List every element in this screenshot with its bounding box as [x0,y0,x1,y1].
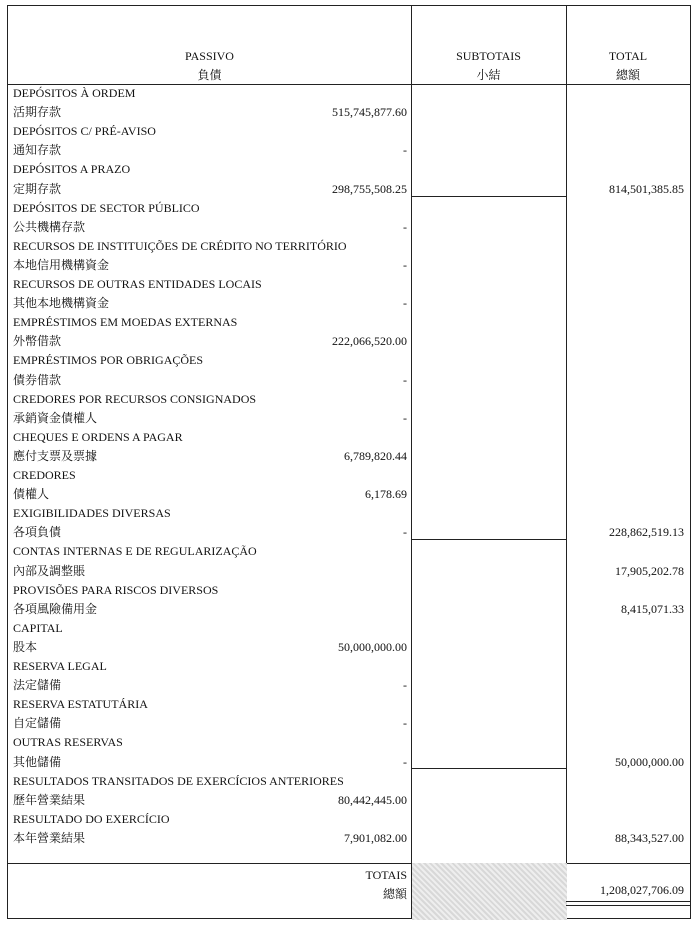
header-total-zh: 總額 [615,68,640,82]
header-passivo-pt: PASSIVO [185,49,234,63]
row-label-pt: RESULTADOS TRANSITADOS DE EXERCÍCIOS ANTERIORES [13,773,344,788]
row-label-zh: 應付支票及票據 [13,448,98,463]
row-label-zh: 本年營業結果 [13,830,86,845]
row-subtotal: - [403,754,407,769]
row-label-zh: 法定儲備 [13,678,62,693]
row-subtotal: - [403,143,407,158]
row-label-zh: 內部及調整賬 [13,563,86,578]
row-label-zh: 本地信用機構資金 [13,257,110,272]
row-label-pt: CAPITAL [13,620,63,635]
row-subtotal: 6,789,820.44 [344,448,407,463]
row-total: 17,905,202.78 [615,563,684,578]
row-label-pt: EMPRÉSTIMOS POR OBRIGAÇÕES [13,353,204,368]
double-underline [566,905,690,906]
row-label-pt: DEPÓSITOS DE SECTOR PÚBLICO [13,200,200,215]
column-divider-1 [411,6,412,918]
row-label-pt: PROVISÕES PARA RISCOS DIVERSOS [13,582,219,597]
row-label-zh: 各項負債 [13,525,62,540]
row-label-pt: CONTAS INTERNAS E DE REGULARIZAÇÃO [13,544,257,559]
row-subtotal: - [403,372,407,387]
row-label-zh: 債券借款 [13,372,62,387]
row-subtotal: 50,000,000.00 [338,639,407,654]
row-total: 50,000,000.00 [615,754,684,769]
row-total: 88,343,527.00 [615,830,684,845]
row-label-zh: 歷年營業結果 [13,792,86,807]
row-label-zh: 活期存款 [13,105,62,120]
row-label-zh: 外幣借款 [13,334,62,349]
subtotal-underline [411,196,566,197]
grand-total-value: 1,208,027,706.09 [600,883,684,897]
row-subtotal: - [403,716,407,731]
row-total: 228,862,519.13 [609,525,684,540]
row-subtotal: 6,178.69 [365,487,407,502]
row-label-pt: RECURSOS DE INSTITUIÇÕES DE CRÉDITO NO TERRITÓRIO [13,238,347,253]
shaded-cell [412,863,567,920]
subtotal-underline [411,768,566,769]
row-label-pt: OUTRAS RESERVAS [13,735,123,750]
row-subtotal: 222,066,520.00 [332,334,407,349]
row-label-zh: 公共機構存款 [13,219,86,234]
row-subtotal: 7,901,082.00 [344,830,407,845]
row-subtotal: - [403,296,407,311]
header-total-pt: TOTAL [608,49,648,63]
totals-divider [8,863,690,864]
header-subtotais-pt: SUBTOTAIS [456,49,521,63]
liabilities-table [7,5,691,919]
row-label-pt: EMPRÉSTIMOS EM MOEDAS EXTERNAS [13,315,238,330]
row-label-pt: RESULTADO DO EXERCÍCIO [13,811,170,826]
row-label-zh: 承銷資金債權人 [13,410,98,425]
row-subtotal: - [403,257,407,272]
header-total [566,47,690,85]
row-subtotal: - [403,678,407,693]
header-subtotais [411,47,566,85]
row-label-pt: CHEQUES E ORDENS A PAGAR [13,429,183,444]
row-label-zh: 其他本地機構資金 [13,296,110,311]
row-total: 8,415,071.33 [621,601,684,616]
row-label-pt: DEPÓSITOS A PRAZO [13,162,131,177]
row-label-pt: DEPÓSITOS À ORDEM [13,86,136,100]
subtotal-underline [411,539,566,540]
row-label-zh: 定期存款 [13,181,62,196]
totals-label-zh: 總額 [382,887,407,901]
row-label-pt: EXIGIBILIDADES DIVERSAS [13,506,171,521]
row-label-zh: 通知存款 [13,143,62,158]
row-subtotal: 298,755,508.25 [332,181,407,196]
row-subtotal: 515,745,877.60 [332,105,407,120]
row-label-pt: CREDORES [13,468,76,482]
row-label-pt: RESERVA ESTATUTÁRIA [13,697,148,712]
row-label-pt: RESERVA LEGAL [13,659,107,673]
totals-label-pt: TOTAIS [365,868,407,882]
row-total: 814,501,385.85 [609,181,684,196]
row-subtotal: - [403,410,407,425]
row-label-zh: 股本 [13,639,38,654]
column-divider-2 [566,6,567,918]
row-label-pt: RECURSOS DE OUTRAS ENTIDADES LOCAIS [13,277,262,291]
row-label-pt: DEPÓSITOS C/ PRÉ-AVISO [13,124,156,139]
header-subtotais-zh: 小結 [476,68,501,82]
row-label-zh: 各項風險備用金 [13,601,98,616]
row-subtotal: - [403,219,407,234]
row-label-pt: CREDORES POR RECURSOS CONSIGNADOS [13,391,257,406]
row-label-zh: 債權人 [13,487,50,502]
header-passivo [8,47,411,85]
row-label-zh: 其他儲備 [13,754,62,769]
header-passivo-zh: 負債 [197,68,222,82]
row-label-zh: 自定儲備 [13,716,62,731]
row-subtotal: 80,442,445.00 [338,792,407,807]
row-subtotal: - [403,525,407,540]
double-underline [566,901,690,902]
